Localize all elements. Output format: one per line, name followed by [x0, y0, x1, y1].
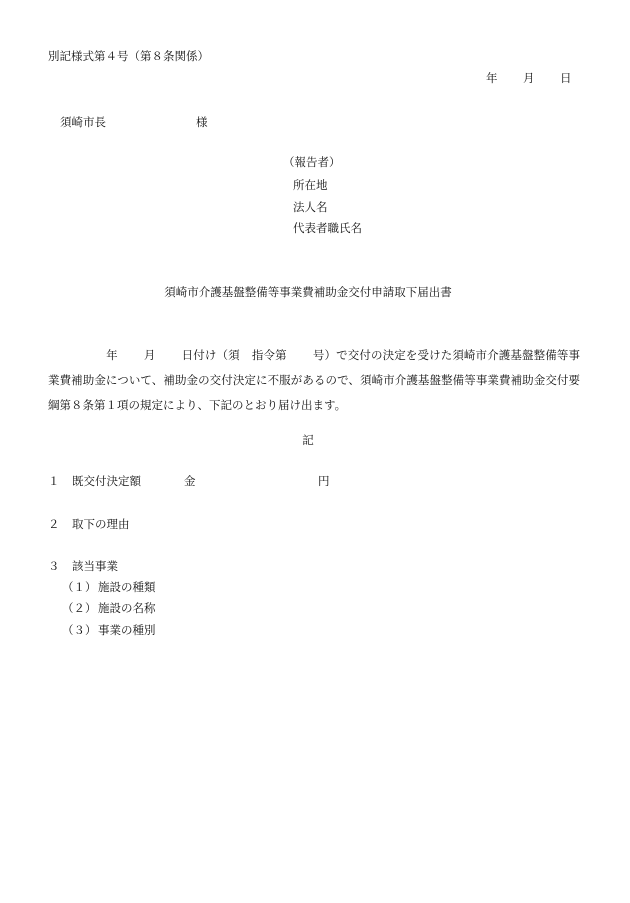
- addressee-honorific: 様: [196, 115, 208, 129]
- date-month-label: 月: [523, 71, 535, 85]
- date-day-label: 日: [560, 71, 572, 85]
- item-1-number: １: [48, 474, 60, 488]
- body-date-year: 年: [106, 348, 118, 362]
- address-label: 所在地: [293, 178, 328, 192]
- subitem-3-label: 事業の種別: [98, 623, 156, 637]
- item-3-number: ３: [48, 559, 60, 573]
- item-2-label: 取下の理由: [72, 517, 130, 531]
- item-1-currency-prefix: 金: [184, 474, 196, 488]
- document-title: 須崎市介護基盤整備等事業費補助金交付申請取下届出書: [164, 285, 452, 299]
- subitem-1-number: （１）: [62, 580, 97, 594]
- item-3-label: 該当事業: [72, 559, 118, 573]
- subitem-2-label: 施設の名称: [98, 601, 156, 615]
- reporter-heading: （報告者）: [283, 155, 341, 169]
- representative-label: 代表者職氏名: [293, 221, 362, 235]
- addressee-name: 須崎市長: [60, 115, 106, 129]
- corporation-label: 法人名: [293, 200, 328, 214]
- item-2-number: ２: [48, 517, 60, 531]
- note-heading: 記: [302, 433, 314, 447]
- date-year-label: 年: [486, 71, 498, 85]
- subitem-2-number: （２）: [62, 601, 97, 615]
- body-directive-label: 指令第: [251, 348, 287, 362]
- body-date-month: 月: [143, 348, 156, 362]
- subitem-3-number: （３）: [62, 623, 97, 637]
- item-1-currency-suffix: 円: [318, 474, 330, 488]
- body-text: 号）で交付の決定を受けた須崎市介護基盤整備等事業費補助金について、補助金の交付決定に不服があるので、須崎市介護基盤整備等事業費補助金交付要綱第８条第１項の規定により、下記のとおり届け出ます。: [48, 348, 581, 412]
- form-label: 別記様式第４号（第８条関係）: [48, 49, 209, 63]
- item-1-label: 既交付決定額: [72, 474, 141, 488]
- body-paragraph: [48, 343, 580, 418]
- subitem-1-label: 施設の種類: [98, 580, 156, 594]
- body-date-day: 日付け（須: [181, 348, 240, 362]
